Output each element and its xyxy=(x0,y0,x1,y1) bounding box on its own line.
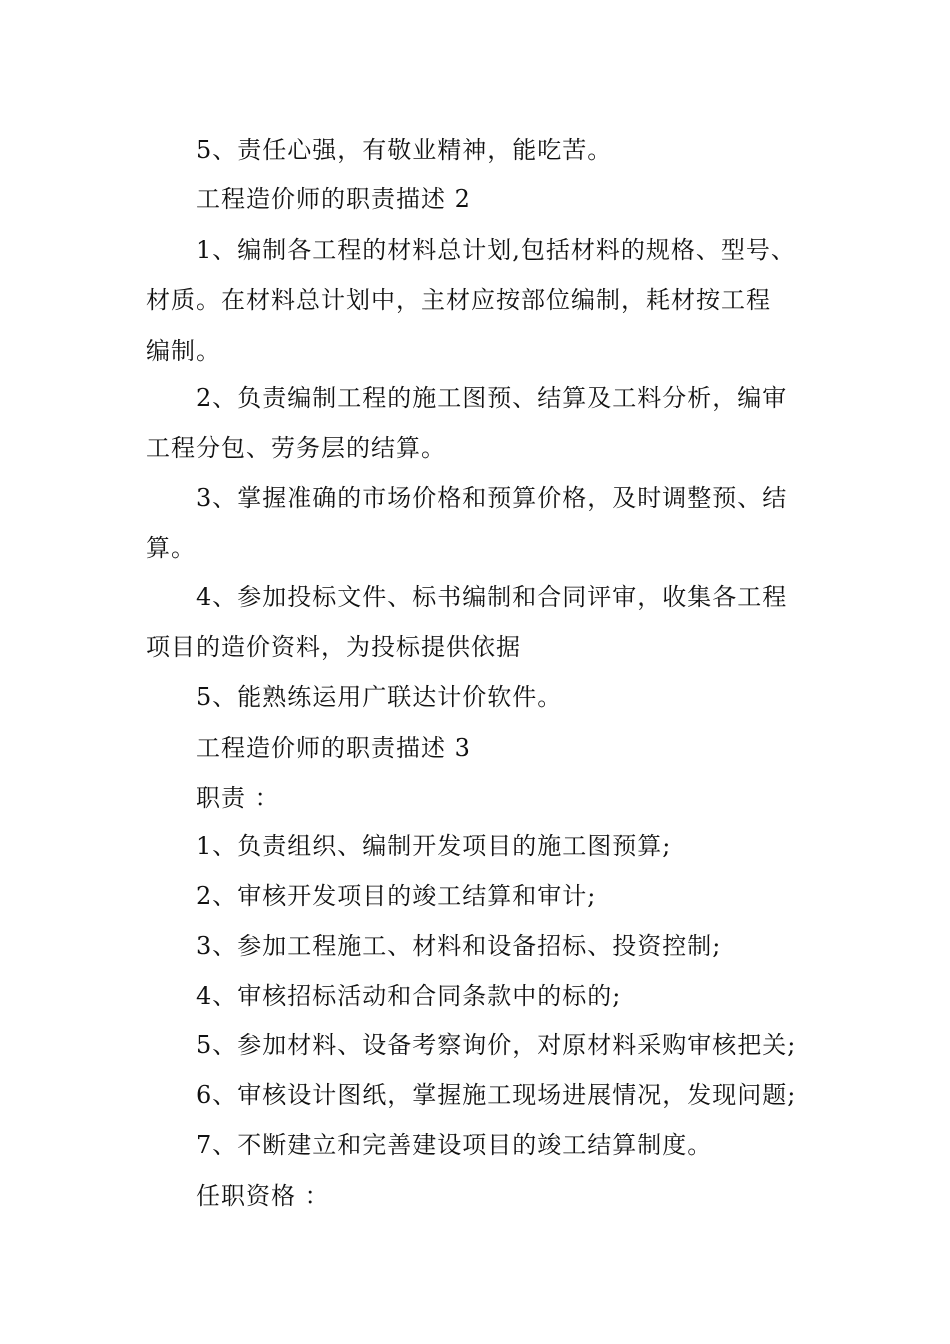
text-line: 1、编制各工程的材料总计划,包括材料的规格、型号、 xyxy=(196,236,796,264)
text-line: 职责 ： xyxy=(196,784,280,812)
text-line: 编制。 xyxy=(146,337,221,365)
text-line: 1、负责组织、编制开发项目的施工图预算; xyxy=(196,832,672,860)
text-line: 2、负责编制工程的施工图预、结算及工料分析，编审 xyxy=(196,384,788,412)
text-line: 工程分包、劳务层的结算。 xyxy=(146,434,446,462)
text-line: 5、参加材料、设备考察询价，对原材料采购审核把关; xyxy=(196,1031,797,1059)
text-line: 4、审核招标活动和合同条款中的标的; xyxy=(196,982,622,1010)
text-line: 算。 xyxy=(146,534,196,562)
section-heading: 工程造价师的职责描述 3 xyxy=(196,734,471,762)
text-line: 2、审核开发项目的竣工结算和审计; xyxy=(196,882,597,910)
text-line: 3、掌握准确的市场价格和预算价格，及时调整预、结 xyxy=(196,484,788,512)
text-line: 5、责任心强，有敬业精神，能吃苦。 xyxy=(196,136,613,164)
text-line: 任职资格 ： xyxy=(196,1182,330,1210)
text-line: 项目的造价资料，为投标提供依据 xyxy=(146,633,521,661)
text-line: 6、审核设计图纸，掌握施工现场进展情况，发现问题; xyxy=(196,1081,797,1109)
text-line: 4、参加投标文件、标书编制和合同评审，收集各工程 xyxy=(196,583,788,611)
section-heading: 工程造价师的职责描述 2 xyxy=(196,185,471,213)
text-line: 3、参加工程施工、材料和设备招标、投资控制; xyxy=(196,932,722,960)
text-line: 材质。在材料总计划中，主材应按部位编制，耗材按工程 xyxy=(146,286,771,314)
text-line: 7、不断建立和完善建设项目的竣工结算制度。 xyxy=(196,1131,713,1159)
text-line: 5、能熟练运用广联达计价软件。 xyxy=(196,683,563,711)
